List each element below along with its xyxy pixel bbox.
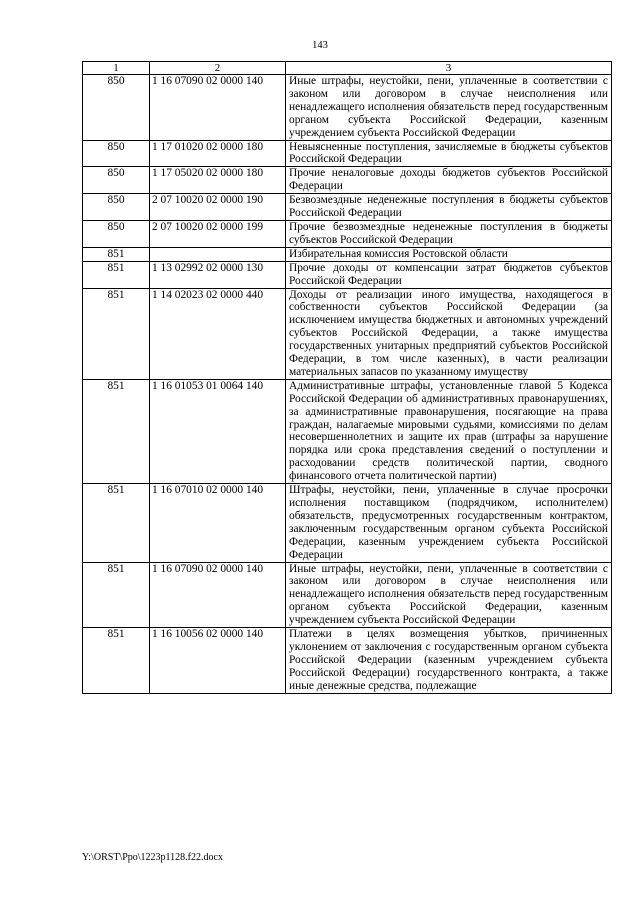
revenue-code-cell: 2 07 10020 02 0000 199 <box>150 220 286 247</box>
revenue-name-cell: Прочие безвозмездные неденежные поступления в бюджеты субъектов Российской Федерации <box>286 220 612 247</box>
revenue-name-cell: Административные штрафы, установленные главой 5 Кодекса Российской Федерации об административных правонарушениях, за административные правонарушения, посягающие на права граждан, налагаемые мировыми судьями, комиссиями по делам несовершеннолетних и защите их прав (штрафы за нарушение порядка или срока представления сведений о поступлении и расходовании средств политической партии, сводного финансового отчета политической партии) <box>286 379 612 483</box>
revenue-code-cell: 1 16 07090 02 0000 140 <box>150 562 286 628</box>
column-header-2: 2 <box>150 62 286 75</box>
admin-code-cell: 850 <box>83 75 150 141</box>
revenue-code-cell: 1 16 10056 02 0000 140 <box>150 628 286 694</box>
revenue-name-cell: Безвозмездные неденежные поступления в бюджеты субъектов Российской Федерации <box>286 194 612 221</box>
revenue-code-cell: 1 16 01053 01 0064 140 <box>150 379 286 483</box>
admin-code-cell: 851 <box>83 628 150 694</box>
footer-file-path: Y:\ORST\Ppo\1223p1128.f22.docx <box>82 852 223 863</box>
revenue-name-cell: Прочие неналоговые доходы бюджетов субъектов Российской Федерации <box>286 167 612 194</box>
admin-code-cell: 850 <box>83 194 150 221</box>
revenue-name-cell: Прочие доходы от компенсации затрат бюджетов субъектов Российской Федерации <box>286 261 612 288</box>
table-row <box>83 220 612 247</box>
revenue-code-cell: 1 17 05020 02 0000 180 <box>150 167 286 194</box>
table-row <box>83 140 612 167</box>
table-row <box>83 379 612 483</box>
table-row <box>83 484 612 562</box>
revenue-code-cell <box>150 247 286 261</box>
revenue-code-cell: 1 16 07090 02 0000 140 <box>150 75 286 141</box>
table-row <box>83 75 612 141</box>
revenue-code-cell: 2 07 10020 02 0000 190 <box>150 194 286 221</box>
table-row <box>83 261 612 288</box>
admin-code-cell: 850 <box>83 220 150 247</box>
revenue-code-cell: 1 13 02992 02 0000 130 <box>150 261 286 288</box>
admin-code-cell: 850 <box>83 167 150 194</box>
revenue-name-cell: Доходы от реализации иного имущества, находящегося в собственности субъектов Российской Федерации (за исключением имущества бюджетных и автономных учреждений субъектов Российской Федерации, а также имущества государственных унитарных предприятий субъектов Российской Федерации, в том числе казенных), в части реализации материальных запасов по указанному имуществу <box>286 288 612 379</box>
column-header-3: 3 <box>286 62 612 75</box>
table-row <box>83 247 612 261</box>
admin-code-cell: 851 <box>83 484 150 562</box>
revenue-name-cell: Платежи в целях возмещения убытков, причиненных уклонением от заключения с государственным органом субъекта Российской Федерации (казенным учреждением субъекта Российской Федерации) государственного контракта, а также иные денежные средства, подлежащие <box>286 628 612 694</box>
revenue-name-cell: Избирательная комиссия Ростовской области <box>286 247 612 261</box>
admin-code-cell: 851 <box>83 288 150 379</box>
revenue-name-cell: Иные штрафы, неустойки, пени, уплаченные в соответствии с законом или договором в случае неисполнения или ненадлежащего исполнения обязательств перед государственным органом субъекта Российской Федерации, казенным учреждением субъекта Российской Федерации <box>286 75 612 141</box>
revenue-code-cell: 1 17 01020 02 0000 180 <box>150 140 286 167</box>
admin-code-cell: 851 <box>83 562 150 628</box>
page-number: 143 <box>312 40 328 51</box>
admin-code-cell: 850 <box>83 140 150 167</box>
table-row <box>83 288 612 379</box>
table-row <box>83 167 612 194</box>
table-row <box>83 628 612 694</box>
admin-code-cell: 851 <box>83 261 150 288</box>
admin-code-cell: 851 <box>83 247 150 261</box>
table-row <box>83 194 612 221</box>
admin-code-cell: 851 <box>83 379 150 483</box>
revenue-name-cell: Иные штрафы, неустойки, пени, уплаченные в соответствии с законом или договором в случае неисполнения или ненадлежащего исполнения обязательств перед государственным органом субъекта Российской Федерации, казенным учреждением субъекта Российской Федерации <box>286 562 612 628</box>
revenue-code-cell: 1 14 02023 02 0000 440 <box>150 288 286 379</box>
revenue-name-cell: Штрафы, неустойки, пени, уплаченные в случае просрочки исполнения поставщиком (подрядчиком, исполнителем) обязательств, предусмотренных государственным контрактом, заключенным государственным органом субъекта Российской Федерации, казенным учреждением субъекта Российской Федерации <box>286 484 612 562</box>
revenue-name-cell: Невыясненные поступления, зачисляемые в бюджеты субъектов Российской Федерации <box>286 140 612 167</box>
revenue-codes-table <box>82 61 612 694</box>
column-header-1: 1 <box>83 62 150 75</box>
table-row <box>83 562 612 628</box>
table-header-row <box>83 62 612 75</box>
revenue-code-cell: 1 16 07010 02 0000 140 <box>150 484 286 562</box>
